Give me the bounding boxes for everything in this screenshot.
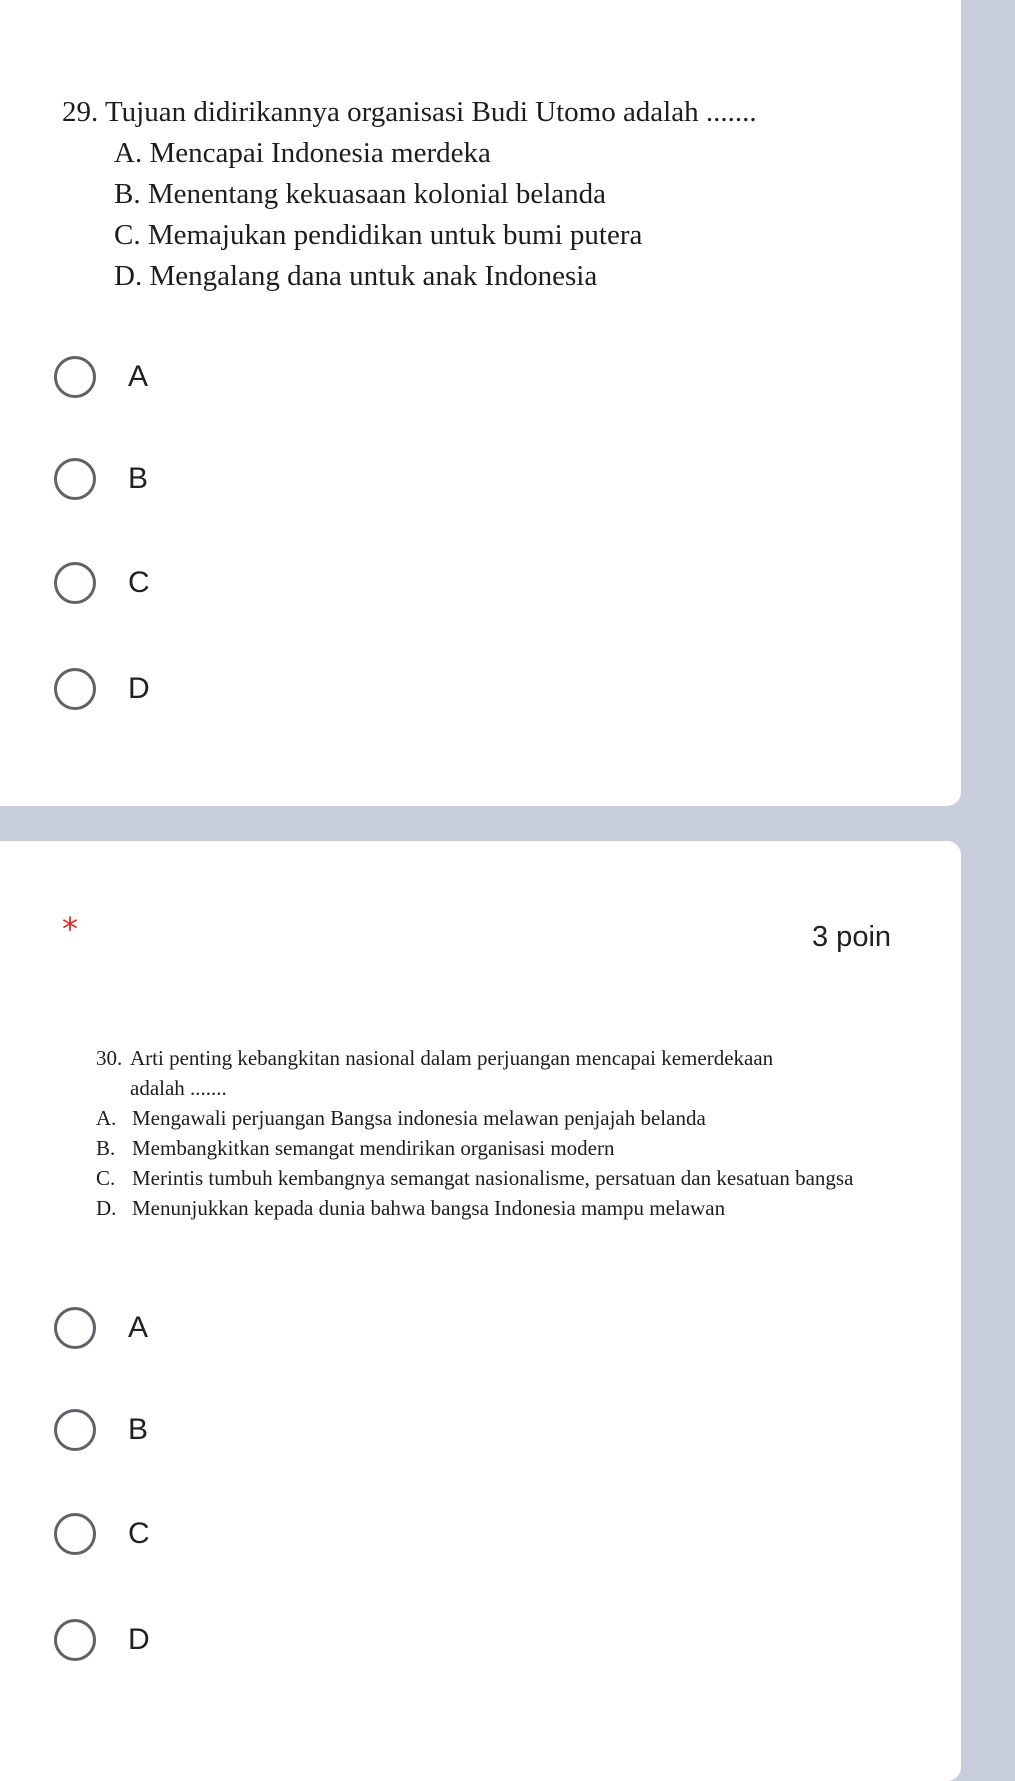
question-29-option-d: D. Mengalang dana untuk anak Indonesia [114,260,598,292]
radio-button[interactable] [54,1409,96,1451]
radio-button[interactable] [54,668,96,710]
radio-button[interactable] [54,1619,96,1661]
radio-button[interactable] [54,356,96,398]
option-letter: D. [96,1196,117,1220]
choice-label: D [128,672,150,705]
question-29-option-a: A. Mencapai Indonesia merdeka [114,137,491,169]
choice-label: C [128,1517,150,1550]
option-text: Merintis tumbuh kembangnya semangat nasionalisme, persatuan dan kesatuan bangsa [132,1166,854,1190]
option-letter: A. [96,1106,117,1130]
points-label: 3 poin [812,921,892,953]
q30-choice-c[interactable] [54,1509,150,1559]
choice-label: B [128,462,149,495]
option-letter: C. [96,1166,116,1190]
choice-label: D [128,1623,150,1656]
choice-label: C [128,566,150,599]
choice-label: B [128,1413,149,1446]
question-29-stem: 29. Tujuan didirikannya organisasi Budi Utomo adalah ....... [62,96,757,128]
q29-choice-b[interactable] [54,454,148,504]
question-30-option-a [96,1103,900,1133]
question-30-number: 30. [96,1046,123,1070]
radio-button[interactable] [54,458,96,500]
q30-choice-b[interactable] [54,1405,148,1455]
question-30-stem-continued: adalah ....... [130,1076,227,1100]
question-30-stem: Arti penting kebangkitan nasional dalam perjuangan mencapai kemerdekaan [130,1046,774,1070]
q30-choice-d[interactable] [54,1615,150,1665]
choice-label: A [128,360,149,393]
question-30-option-b [96,1133,900,1163]
question-30-option-d [96,1193,900,1223]
option-text: Mengawali perjuangan Bangsa indonesia melawan penjajah belanda [132,1106,706,1130]
option-text: Membangkitkan semangat mendirikan organisasi modern [132,1136,615,1160]
required-asterisk: * [62,910,78,948]
option-letter: B. [96,1136,116,1160]
choice-label: A [128,1311,149,1344]
q30-choice-a[interactable] [54,1303,148,1353]
radio-button[interactable] [54,562,96,604]
q29-choice-c[interactable] [54,558,150,608]
radio-button[interactable] [54,1513,96,1555]
option-text: Menunjukkan kepada dunia bahwa bangsa Indonesia mampu melawan [132,1196,726,1220]
radio-button[interactable] [54,1307,96,1349]
q29-choice-a[interactable] [54,352,148,402]
question-29-option-b: B. Menentang kekuasaan kolonial belanda [114,178,607,210]
question-29-image [62,92,922,297]
q29-choice-d[interactable] [54,664,150,714]
question-30-option-c [96,1163,900,1193]
question-29-option-c: C. Memajukan pendidikan untuk bumi putera [114,219,643,251]
question-30-image [96,1043,900,1223]
